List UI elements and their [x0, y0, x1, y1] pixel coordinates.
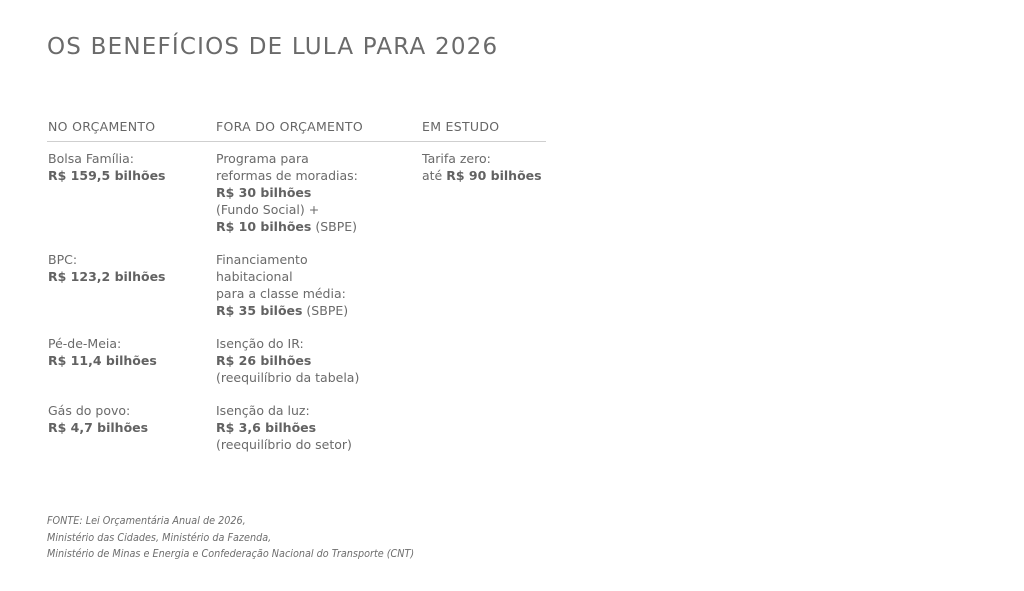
- benefit-label: Financiamento: [216, 252, 308, 267]
- benefit-note: (reequilíbrio do setor): [216, 437, 352, 452]
- benefit-value: R$ 159,5 bilhões: [48, 168, 166, 183]
- benefit-label: Isenção do IR:: [216, 336, 304, 351]
- benefit-value: R$ 4,7 bilhões: [48, 420, 149, 435]
- benefit-note: (reequilíbrio da tabela): [216, 370, 360, 385]
- benefit-financiamento-habitacional: [216, 251, 348, 319]
- benefit-label: Isenção da luz:: [216, 403, 310, 418]
- source-line: Ministério de Minas e Energia e Confederação Nacional do Transporte (CNT): [47, 548, 415, 560]
- benefit-note: (SBPE): [302, 303, 349, 318]
- benefit-value: R$ 26 bilhões: [216, 353, 312, 368]
- benefit-label: Pé-de-Meia:: [48, 336, 122, 351]
- benefit-label: BPC:: [48, 252, 78, 267]
- benefit-label: Bolsa Família:: [48, 151, 135, 166]
- benefit-gas-do-povo: [48, 402, 148, 436]
- benefit-value: R$ 11,4 bilhões: [48, 353, 157, 368]
- source-line: FONTE: Lei Orçamentária Anual de 2026,: [47, 515, 246, 527]
- benefit-note: (SBPE): [311, 219, 358, 234]
- header-divider: [47, 141, 546, 142]
- benefit-label: reformas de moradias:: [216, 168, 358, 183]
- benefit-value: R$ 35 bilões: [216, 303, 303, 318]
- benefit-isencao-ir: [216, 335, 359, 386]
- benefit-value: R$ 123,2 bilhões: [48, 269, 166, 284]
- benefit-label: habitacional: [216, 269, 293, 284]
- benefit-label: Gás do povo:: [48, 403, 131, 418]
- benefit-prefix: até: [422, 168, 447, 183]
- benefit-label: Tarifa zero:: [422, 151, 491, 166]
- page-title: OS BENEFÍCIOS DE LULA PARA 2026: [47, 34, 499, 60]
- benefit-note: (Fundo Social) +: [216, 202, 320, 217]
- benefit-reformas-moradias: [216, 150, 358, 235]
- benefit-value: R$ 3,6 bilhões: [216, 420, 317, 435]
- benefit-label: Programa para: [216, 151, 309, 166]
- benefit-value: R$ 90 bilhões: [446, 168, 542, 183]
- source-line: Ministério das Cidades, Ministério da Fazenda,: [47, 531, 272, 544]
- benefit-isencao-luz: [216, 402, 352, 453]
- benefit-value: R$ 30 bilhões: [216, 185, 312, 200]
- column-header-fora-do-orcamento: FORA DO ORÇAMENTO: [216, 119, 363, 134]
- benefit-label: para a classe média:: [216, 286, 346, 301]
- column-header-no-orcamento: NO ORÇAMENTO: [48, 119, 156, 134]
- benefit-value: R$ 10 bilhões: [216, 219, 312, 234]
- source-note: [47, 513, 414, 563]
- column-header-em-estudo: EM ESTUDO: [422, 119, 500, 134]
- benefit-bolsa-familia: [48, 150, 166, 184]
- benefit-bpc: [48, 251, 166, 285]
- benefit-tarifa-zero: [422, 150, 542, 184]
- benefit-pe-de-meia: [48, 335, 157, 369]
